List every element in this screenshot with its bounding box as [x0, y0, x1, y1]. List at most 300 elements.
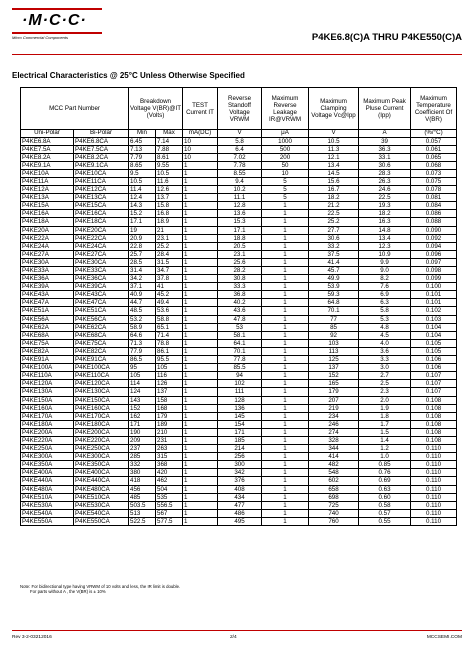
logo-text: ·M·C·C· [22, 12, 87, 29]
subheader-pct-per-c: (%/°C) [411, 130, 457, 138]
cell-vbr-min: 40.9 [129, 291, 156, 299]
cell-bi-polar: P4KE43CA [74, 291, 129, 299]
cell-bi-polar: P4KE530CA [74, 501, 129, 509]
note-line-1: Note: For bidirectional type having VRWM of 10 volts and less, the IR limit is double. [20, 584, 181, 589]
cell-clamping-voltage: 328 [309, 436, 359, 444]
cell-vbr-max: 86.1 [156, 347, 183, 355]
cell-test-current: 1 [183, 372, 218, 380]
cell-peak-pulse-current: 2.5 [359, 380, 411, 388]
cell-standoff-voltage: 40.2 [218, 299, 262, 307]
cell-standoff-voltage: 7.02 [218, 153, 262, 161]
cell-temp-coefficient: 0.090 [411, 226, 457, 234]
cell-uni-polar: P4KE550A [21, 517, 74, 525]
cell-clamping-voltage: 13.4 [309, 161, 359, 169]
cell-vbr-max: 71.4 [156, 331, 183, 339]
subheader-a: A [359, 130, 411, 138]
table-row [21, 493, 457, 501]
cell-clamping-voltage: 22.5 [309, 210, 359, 218]
cell-clamping-voltage: 414 [309, 453, 359, 461]
cell-vbr-min: 162 [129, 412, 156, 420]
cell-uni-polar: P4KE22A [21, 234, 74, 242]
cell-vbr-max: 179 [156, 412, 183, 420]
cell-test-current: 1 [183, 331, 218, 339]
cell-vbr-max: 45.2 [156, 291, 183, 299]
cell-test-current: 1 [183, 356, 218, 364]
cell-clamping-voltage: 740 [309, 509, 359, 517]
table-row [21, 258, 457, 266]
cell-vbr-min: 37.1 [129, 283, 156, 291]
cell-test-current: 1 [183, 501, 218, 509]
cell-vbr-min: 28.5 [129, 258, 156, 266]
cell-clamping-voltage: 30.6 [309, 234, 359, 242]
cell-temp-coefficient: 0.104 [411, 331, 457, 339]
cell-temp-coefficient: 0.061 [411, 145, 457, 153]
table-row [21, 137, 457, 145]
table-row [21, 509, 457, 517]
cell-peak-pulse-current: 3.3 [359, 356, 411, 364]
cell-test-current: 1 [183, 315, 218, 323]
cell-peak-pulse-current: 28.3 [359, 169, 411, 177]
cell-uni-polar: P4KE440A [21, 477, 74, 485]
cell-temp-coefficient: 0.105 [411, 347, 457, 355]
cell-clamping-voltage: 137 [309, 364, 359, 372]
logo-subtitle: Micro Commercial Components [12, 35, 69, 40]
cell-uni-polar: P4KE91A [21, 356, 74, 364]
cell-reverse-leakage: 1 [262, 250, 309, 258]
cell-vbr-max: 31.5 [156, 258, 183, 266]
cell-temp-coefficient: 0.100 [411, 283, 457, 291]
cell-clamping-voltage: 27.7 [309, 226, 359, 234]
cell-test-current: 1 [183, 291, 218, 299]
cell-peak-pulse-current: 1.9 [359, 404, 411, 412]
header-test-current: TEST Current IT [183, 88, 218, 130]
cell-vbr-max: 58.8 [156, 315, 183, 323]
cell-bi-polar: P4KE22CA [74, 234, 129, 242]
cell-temp-coefficient: 0.108 [411, 428, 457, 436]
cell-temp-coefficient: 0.081 [411, 194, 457, 202]
cell-reverse-leakage: 1 [262, 283, 309, 291]
cell-clamping-voltage: 602 [309, 477, 359, 485]
cell-peak-pulse-current: 26.3 [359, 177, 411, 185]
cell-bi-polar: P4KE20CA [74, 226, 129, 234]
cell-peak-pulse-current: 14.8 [359, 226, 411, 234]
cell-uni-polar: P4KE220A [21, 436, 74, 444]
cell-temp-coefficient: 0.106 [411, 356, 457, 364]
cell-bi-polar: P4KE82CA [74, 347, 129, 355]
cell-temp-coefficient: 0.086 [411, 210, 457, 218]
cell-bi-polar: P4KE10CA [74, 169, 129, 177]
subheader-min: Min [129, 130, 156, 138]
cell-bi-polar: P4KE16CA [74, 210, 129, 218]
cell-reverse-leakage: 1 [262, 420, 309, 428]
cell-clamping-voltage: 53.9 [309, 283, 359, 291]
cell-bi-polar: P4KE100CA [74, 364, 129, 372]
cell-standoff-voltage: 85.5 [218, 364, 262, 372]
cell-reverse-leakage: 500 [262, 145, 309, 153]
cell-peak-pulse-current: 6.3 [359, 299, 411, 307]
cell-vbr-min: 31.4 [129, 267, 156, 275]
cell-clamping-voltage: 70.1 [309, 307, 359, 315]
cell-temp-coefficient: 0.108 [411, 396, 457, 404]
cell-test-current: 1 [183, 493, 218, 501]
table-row [21, 347, 457, 355]
cell-reverse-leakage: 1000 [262, 137, 309, 145]
cell-temp-coefficient: 0.108 [411, 436, 457, 444]
page-header [12, 12, 462, 52]
cell-standoff-voltage: 154 [218, 420, 262, 428]
table-row [21, 283, 457, 291]
table-row [21, 420, 457, 428]
table-row [21, 404, 457, 412]
cell-temp-coefficient: 0.078 [411, 186, 457, 194]
cell-clamping-voltage: 152 [309, 372, 359, 380]
cell-bi-polar: P4KE13CA [74, 194, 129, 202]
cell-bi-polar: P4KE33CA [74, 267, 129, 275]
cell-bi-polar: P4KE350CA [74, 461, 129, 469]
table-row [21, 169, 457, 177]
cell-vbr-max: 126 [156, 380, 183, 388]
cell-vbr-min: 171 [129, 420, 156, 428]
cell-peak-pulse-current: 0.69 [359, 477, 411, 485]
cell-reverse-leakage: 1 [262, 275, 309, 283]
cell-test-current: 1 [183, 323, 218, 331]
cell-reverse-leakage: 1 [262, 323, 309, 331]
cell-clamping-voltage: 113 [309, 347, 359, 355]
cell-vbr-min: 143 [129, 396, 156, 404]
cell-peak-pulse-current: 1.8 [359, 412, 411, 420]
cell-reverse-leakage: 1 [262, 461, 309, 469]
cell-vbr-max: 420 [156, 469, 183, 477]
header-peak-pulse-current: Maximum Peak Pluse Current (Ipp) [359, 88, 411, 130]
cell-vbr-max: 49.4 [156, 299, 183, 307]
table-row [21, 226, 457, 234]
cell-vbr-max: 65.1 [156, 323, 183, 331]
cell-reverse-leakage: 1 [262, 412, 309, 420]
cell-peak-pulse-current: 0.57 [359, 509, 411, 517]
cell-vbr-max: 78.8 [156, 339, 183, 347]
cell-test-current: 1 [183, 477, 218, 485]
cell-standoff-voltage: 171 [218, 428, 262, 436]
cell-vbr-min: 114 [129, 380, 156, 388]
cell-clamping-voltage: 18.2 [309, 194, 359, 202]
logo-top-rule [12, 8, 102, 10]
cell-vbr-max: 53.6 [156, 307, 183, 315]
cell-standoff-voltage: 12.8 [218, 202, 262, 210]
cell-clamping-voltage: 64.8 [309, 299, 359, 307]
cell-vbr-max: 8.61 [156, 153, 183, 161]
cell-temp-coefficient: 0.103 [411, 315, 457, 323]
cell-vbr-max: 16.8 [156, 210, 183, 218]
cell-vbr-min: 14.3 [129, 202, 156, 210]
cell-temp-coefficient: 0.065 [411, 153, 457, 161]
cell-uni-polar: P4KE36A [21, 275, 74, 283]
cell-standoff-voltage: 28.2 [218, 267, 262, 275]
cell-temp-coefficient: 0.073 [411, 169, 457, 177]
cell-bi-polar: P4KE170CA [74, 412, 129, 420]
cell-test-current: 1 [183, 242, 218, 250]
cell-clamping-voltage: 165 [309, 380, 359, 388]
header-mcc-part: MCC Part Number [21, 88, 129, 130]
cell-peak-pulse-current: 1.0 [359, 453, 411, 461]
cell-standoff-voltage: 11.1 [218, 194, 262, 202]
table-row [21, 307, 457, 315]
cell-vbr-min: 152 [129, 404, 156, 412]
table-row [21, 331, 457, 339]
cell-test-current: 1 [183, 234, 218, 242]
cell-peak-pulse-current: 0.85 [359, 461, 411, 469]
table-note [20, 584, 180, 594]
cell-standoff-voltage: 18.8 [218, 234, 262, 242]
cell-clamping-voltage: 49.9 [309, 275, 359, 283]
cell-clamping-voltage: 11.3 [309, 145, 359, 153]
cell-test-current: 1 [183, 267, 218, 275]
cell-reverse-leakage: 1 [262, 445, 309, 453]
cell-vbr-min: 11.4 [129, 186, 156, 194]
cell-standoff-voltage: 477 [218, 501, 262, 509]
cell-standoff-voltage: 9.4 [218, 177, 262, 185]
cell-reverse-leakage: 1 [262, 380, 309, 388]
table-row [21, 380, 457, 388]
cell-peak-pulse-current: 4.0 [359, 339, 411, 347]
cell-uni-polar: P4KE9.1A [21, 161, 74, 169]
cell-test-current: 10 [183, 145, 218, 153]
footer-website: MCCSEMI.COM [426, 635, 462, 640]
cell-test-current: 1 [183, 210, 218, 218]
cell-reverse-leakage: 1 [262, 210, 309, 218]
cell-standoff-voltage: 376 [218, 477, 262, 485]
table-row [21, 153, 457, 161]
cell-standoff-voltage: 145 [218, 412, 262, 420]
cell-clamping-voltage: 274 [309, 428, 359, 436]
cell-vbr-min: 418 [129, 477, 156, 485]
cell-peak-pulse-current: 3.6 [359, 347, 411, 355]
cell-vbr-max: 37.8 [156, 275, 183, 283]
subheader-ma-dc: mA(DC) [183, 130, 218, 138]
cell-standoff-voltage: 6.4 [218, 145, 262, 153]
table-row [21, 194, 457, 202]
cell-standoff-voltage: 33.3 [218, 283, 262, 291]
cell-standoff-voltage: 111 [218, 388, 262, 396]
cell-temp-coefficient: 0.107 [411, 388, 457, 396]
cell-standoff-voltage: 214 [218, 445, 262, 453]
cell-vbr-min: 15.2 [129, 210, 156, 218]
cell-uni-polar: P4KE24A [21, 242, 74, 250]
cell-standoff-voltage: 434 [218, 493, 262, 501]
cell-bi-polar: P4KE15CA [74, 202, 129, 210]
cell-vbr-min: 237 [129, 445, 156, 453]
cell-reverse-leakage: 1 [262, 509, 309, 517]
cell-temp-coefficient: 0.108 [411, 412, 457, 420]
table-row [21, 202, 457, 210]
cell-peak-pulse-current: 2.7 [359, 372, 411, 380]
cell-clamping-voltage: 725 [309, 501, 359, 509]
cell-test-current: 1 [183, 380, 218, 388]
cell-uni-polar: P4KE480A [21, 485, 74, 493]
cell-reverse-leakage: 50 [262, 161, 309, 169]
table-row [21, 315, 457, 323]
cell-vbr-max: 11.6 [156, 177, 183, 185]
cell-clamping-voltage: 37.5 [309, 250, 359, 258]
table-row [21, 218, 457, 226]
cell-vbr-min: 124 [129, 388, 156, 396]
cell-vbr-min: 332 [129, 461, 156, 469]
cell-bi-polar: P4KE30CA [74, 258, 129, 266]
header-breakdown-voltage: Breakdown Voltage V(BR)@IT (Volts) [129, 88, 183, 130]
table-row [21, 242, 457, 250]
cell-reverse-leakage: 1 [262, 396, 309, 404]
cell-reverse-leakage: 1 [262, 242, 309, 250]
table-row [21, 186, 457, 194]
cell-reverse-leakage: 1 [262, 436, 309, 444]
cell-temp-coefficient: 0.096 [411, 250, 457, 258]
cell-standoff-voltage: 30.8 [218, 275, 262, 283]
subheader-bi-polar: Bi-Polar [74, 130, 129, 138]
cell-vbr-min: 503.5 [129, 501, 156, 509]
cell-temp-coefficient: 0.101 [411, 299, 457, 307]
cell-vbr-max: 158 [156, 396, 183, 404]
cell-peak-pulse-current: 1.5 [359, 428, 411, 436]
cell-standoff-voltage: 256 [218, 453, 262, 461]
cell-vbr-max: 12.6 [156, 186, 183, 194]
cell-test-current: 1 [183, 453, 218, 461]
cell-uni-polar: P4KE16A [21, 210, 74, 218]
cell-temp-coefficient: 0.097 [411, 258, 457, 266]
cell-uni-polar: P4KE350A [21, 461, 74, 469]
cell-temp-coefficient: 0.107 [411, 372, 457, 380]
table-row [21, 501, 457, 509]
cell-clamping-voltage: 12.1 [309, 153, 359, 161]
cell-temp-coefficient: 0.099 [411, 275, 457, 283]
cell-uni-polar: P4KE100A [21, 364, 74, 372]
cell-vbr-min: 10.5 [129, 177, 156, 185]
cell-peak-pulse-current: 6.9 [359, 291, 411, 299]
cell-reverse-leakage: 1 [262, 234, 309, 242]
cell-test-current: 1 [183, 396, 218, 404]
cell-standoff-voltage: 47.8 [218, 315, 262, 323]
cell-test-current: 1 [183, 388, 218, 396]
cell-vbr-min: 95 [129, 364, 156, 372]
cell-temp-coefficient: 0.110 [411, 469, 457, 477]
cell-clamping-voltage: 21.2 [309, 202, 359, 210]
cell-test-current: 1 [183, 169, 218, 177]
table-row [21, 210, 457, 218]
cell-uni-polar: P4KE250A [21, 445, 74, 453]
cell-bi-polar: P4KE200CA [74, 428, 129, 436]
cell-uni-polar: P4KE12A [21, 186, 74, 194]
cell-uni-polar: P4KE13A [21, 194, 74, 202]
cell-peak-pulse-current: 1.4 [359, 436, 411, 444]
cell-test-current: 1 [183, 177, 218, 185]
cell-bi-polar: P4KE440CA [74, 477, 129, 485]
cell-uni-polar: P4KE510A [21, 493, 74, 501]
table-row [21, 412, 457, 420]
cell-peak-pulse-current: 2.3 [359, 388, 411, 396]
cell-temp-coefficient: 0.088 [411, 218, 457, 226]
cell-standoff-voltage: 25.6 [218, 258, 262, 266]
table-row [21, 445, 457, 453]
cell-vbr-max: 577.5 [156, 517, 183, 525]
cell-standoff-voltage: 408 [218, 485, 262, 493]
cell-bi-polar: P4KE39CA [74, 283, 129, 291]
cell-standoff-voltage: 495 [218, 517, 262, 525]
cell-peak-pulse-current: 9.9 [359, 258, 411, 266]
table-row [21, 396, 457, 404]
cell-test-current: 1 [183, 517, 218, 525]
cell-vbr-min: 209 [129, 436, 156, 444]
cell-peak-pulse-current: 5.8 [359, 307, 411, 315]
cell-temp-coefficient: 0.101 [411, 291, 457, 299]
cell-vbr-min: 105 [129, 372, 156, 380]
footer-rule [12, 630, 462, 631]
cell-bi-polar: P4KE250CA [74, 445, 129, 453]
cell-vbr-min: 6.45 [129, 137, 156, 145]
footer-revision: Rev 3-2-03212016 [12, 635, 52, 640]
cell-standoff-voltage: 70.1 [218, 347, 262, 355]
cell-peak-pulse-current: 0.58 [359, 501, 411, 509]
cell-standoff-voltage: 136 [218, 404, 262, 412]
cell-standoff-voltage: 17.1 [218, 226, 262, 234]
cell-bi-polar: P4KE75CA [74, 339, 129, 347]
cell-peak-pulse-current: 0.76 [359, 469, 411, 477]
table-row [21, 388, 457, 396]
cell-peak-pulse-current: 1.2 [359, 445, 411, 453]
cell-bi-polar: P4KE12CA [74, 186, 129, 194]
table-row [21, 436, 457, 444]
cell-temp-coefficient: 0.084 [411, 202, 457, 210]
cell-vbr-min: 58.9 [129, 323, 156, 331]
cell-clamping-voltage: 179 [309, 388, 359, 396]
cell-vbr-max: 7.14 [156, 137, 183, 145]
cell-test-current: 1 [183, 339, 218, 347]
cell-temp-coefficient: 0.110 [411, 485, 457, 493]
cell-clamping-voltage: 482 [309, 461, 359, 469]
cell-vbr-min: 7.79 [129, 153, 156, 161]
cell-standoff-voltage: 342 [218, 469, 262, 477]
cell-clamping-voltage: 548 [309, 469, 359, 477]
cell-bi-polar: P4KE150CA [74, 396, 129, 404]
subheader-max: Max [156, 130, 183, 138]
cell-standoff-voltage: 102 [218, 380, 262, 388]
cell-peak-pulse-current: 7.6 [359, 283, 411, 291]
cell-temp-coefficient: 0.110 [411, 445, 457, 453]
table-row [21, 299, 457, 307]
cell-vbr-max: 15.8 [156, 202, 183, 210]
cell-temp-coefficient: 0.110 [411, 501, 457, 509]
table-row [21, 453, 457, 461]
cell-peak-pulse-current: 33.1 [359, 153, 411, 161]
cell-test-current: 10 [183, 137, 218, 145]
section-title: Electrical Characteristics @ 25°C Unless Otherwise Specified [12, 71, 245, 80]
cell-clamping-voltage: 15.6 [309, 177, 359, 185]
cell-bi-polar: P4KE8.2CA [74, 153, 129, 161]
cell-temp-coefficient: 0.110 [411, 509, 457, 517]
cell-standoff-voltage: 486 [218, 509, 262, 517]
table-row [21, 291, 457, 299]
cell-temp-coefficient: 0.106 [411, 364, 457, 372]
cell-uni-polar: P4KE150A [21, 396, 74, 404]
cell-peak-pulse-current: 0.60 [359, 493, 411, 501]
cell-reverse-leakage: 1 [262, 428, 309, 436]
cell-uni-polar: P4KE15A [21, 202, 74, 210]
cell-uni-polar: P4KE47A [21, 299, 74, 307]
cell-vbr-max: 23.1 [156, 234, 183, 242]
cell-vbr-min: 22.8 [129, 242, 156, 250]
cell-peak-pulse-current: 19.3 [359, 202, 411, 210]
table-row [21, 461, 457, 469]
cell-standoff-voltage: 23.1 [218, 250, 262, 258]
cell-bi-polar: P4KE9.1CA [74, 161, 129, 169]
cell-bi-polar: P4KE36CA [74, 275, 129, 283]
